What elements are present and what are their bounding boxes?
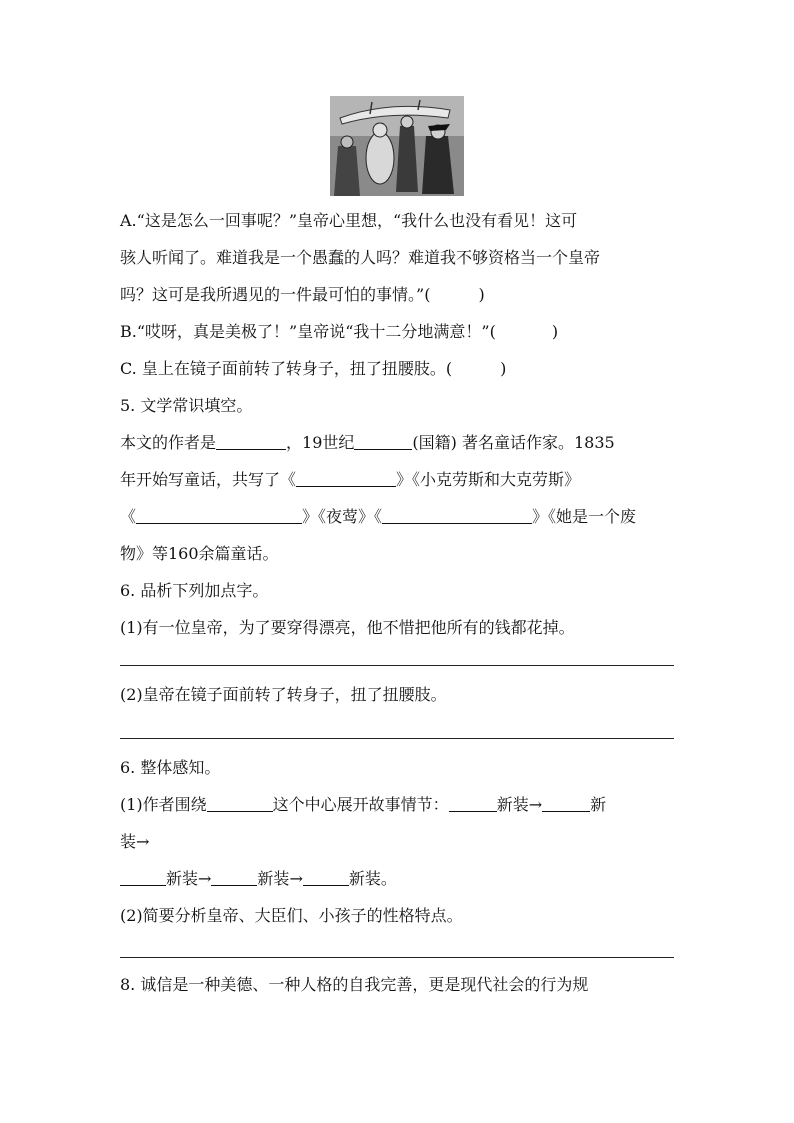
emperor-illustration: [330, 96, 464, 196]
q4-option-a-line1: A.“这是怎么一回事呢？”皇帝心里想，“我什么也没有看见！这可: [120, 211, 578, 230]
q7-line3: 新装→ 新装→ 新装。: [120, 867, 676, 891]
q4-option-a-text: 吗？这可是我所遇见的一件最可怕的事情。”: [120, 285, 425, 304]
q7-line2: 装→: [120, 832, 150, 851]
q6-sentence-2: (2)皇帝在镜子面前转了转身子，扭了扭腰肢。: [120, 685, 447, 704]
q7-line1: (1)作者围绕 这个中心展开故事情节： 新装→ 新: [120, 795, 607, 814]
q6-title: 6. 品析下列加点字。: [120, 581, 269, 600]
author-blank[interactable]: [216, 431, 286, 450]
center-blank[interactable]: [207, 793, 273, 812]
q4-option-c-text: C. 皇上在镜子面前转了转身子，扭了扭腰肢。: [120, 359, 446, 378]
arrow-icon: →: [289, 869, 303, 888]
answer-line-3[interactable]: [120, 957, 674, 958]
plot-blank-4[interactable]: [211, 867, 257, 886]
story-title-blank-2[interactable]: [136, 505, 302, 524]
story-title-blank-3[interactable]: [382, 505, 532, 524]
q4-option-c: [120, 357, 676, 381]
arrow-icon: →: [198, 869, 212, 888]
q4-option-a-line2: 骇人听闻了。难道我是一个愚蠢的人吗？难道我不够资格当一个皇帝: [120, 248, 601, 267]
q6-sentence-1: (1)有一位皇帝，为了要穿得漂亮，他不惜把他所有的钱都花掉。: [120, 618, 575, 637]
q7-sentence-2: (2)简要分析皇帝、大臣们、小孩子的性格特点。: [120, 906, 463, 925]
q4-option-b: [120, 320, 676, 344]
answer-paren-open: (: [489, 322, 496, 341]
q5-line3: 《 》《夜莺》《 》《她是一个废: [120, 507, 637, 526]
q5-line4: 物》等160余篇童话。: [120, 544, 279, 563]
plot-blank-3[interactable]: [120, 867, 166, 886]
story-title-blank-1[interactable]: [296, 468, 396, 487]
q5-title: 5. 文学常识填空。: [120, 396, 253, 415]
plot-blank-5[interactable]: [303, 867, 349, 886]
q5-line1: 本文的作者是 ，19世纪 (国籍) 著名童话作家。1835: [120, 433, 615, 452]
answer-line-1[interactable]: [120, 665, 674, 666]
answer-line-2[interactable]: [120, 738, 674, 739]
answer-paren-close: ): [500, 359, 507, 378]
q5-line2: 年开始写童话，共写了《 》《小克劳斯和大克劳斯》: [120, 470, 581, 489]
q4-option-a-line3: [120, 283, 676, 307]
answer-paren-close: ): [478, 285, 485, 304]
q8-title: 8. 诚信是一种美德、一种人格的自我完善，更是现代社会的行为规: [120, 975, 589, 994]
arrow-icon: →: [528, 795, 543, 814]
answer-paren-open: (: [424, 285, 431, 304]
answer-paren-open: (: [445, 359, 453, 378]
q7-title: 6. 整体感知。: [120, 758, 221, 777]
plot-blank-2[interactable]: [542, 793, 590, 812]
answer-paren-close: ): [551, 322, 559, 341]
q4-option-b-text: B.“哎呀，真是美极了！”皇帝说“我十二分地满意！”: [120, 322, 490, 341]
nationality-blank[interactable]: [354, 431, 412, 450]
plot-blank-1[interactable]: [449, 793, 497, 812]
